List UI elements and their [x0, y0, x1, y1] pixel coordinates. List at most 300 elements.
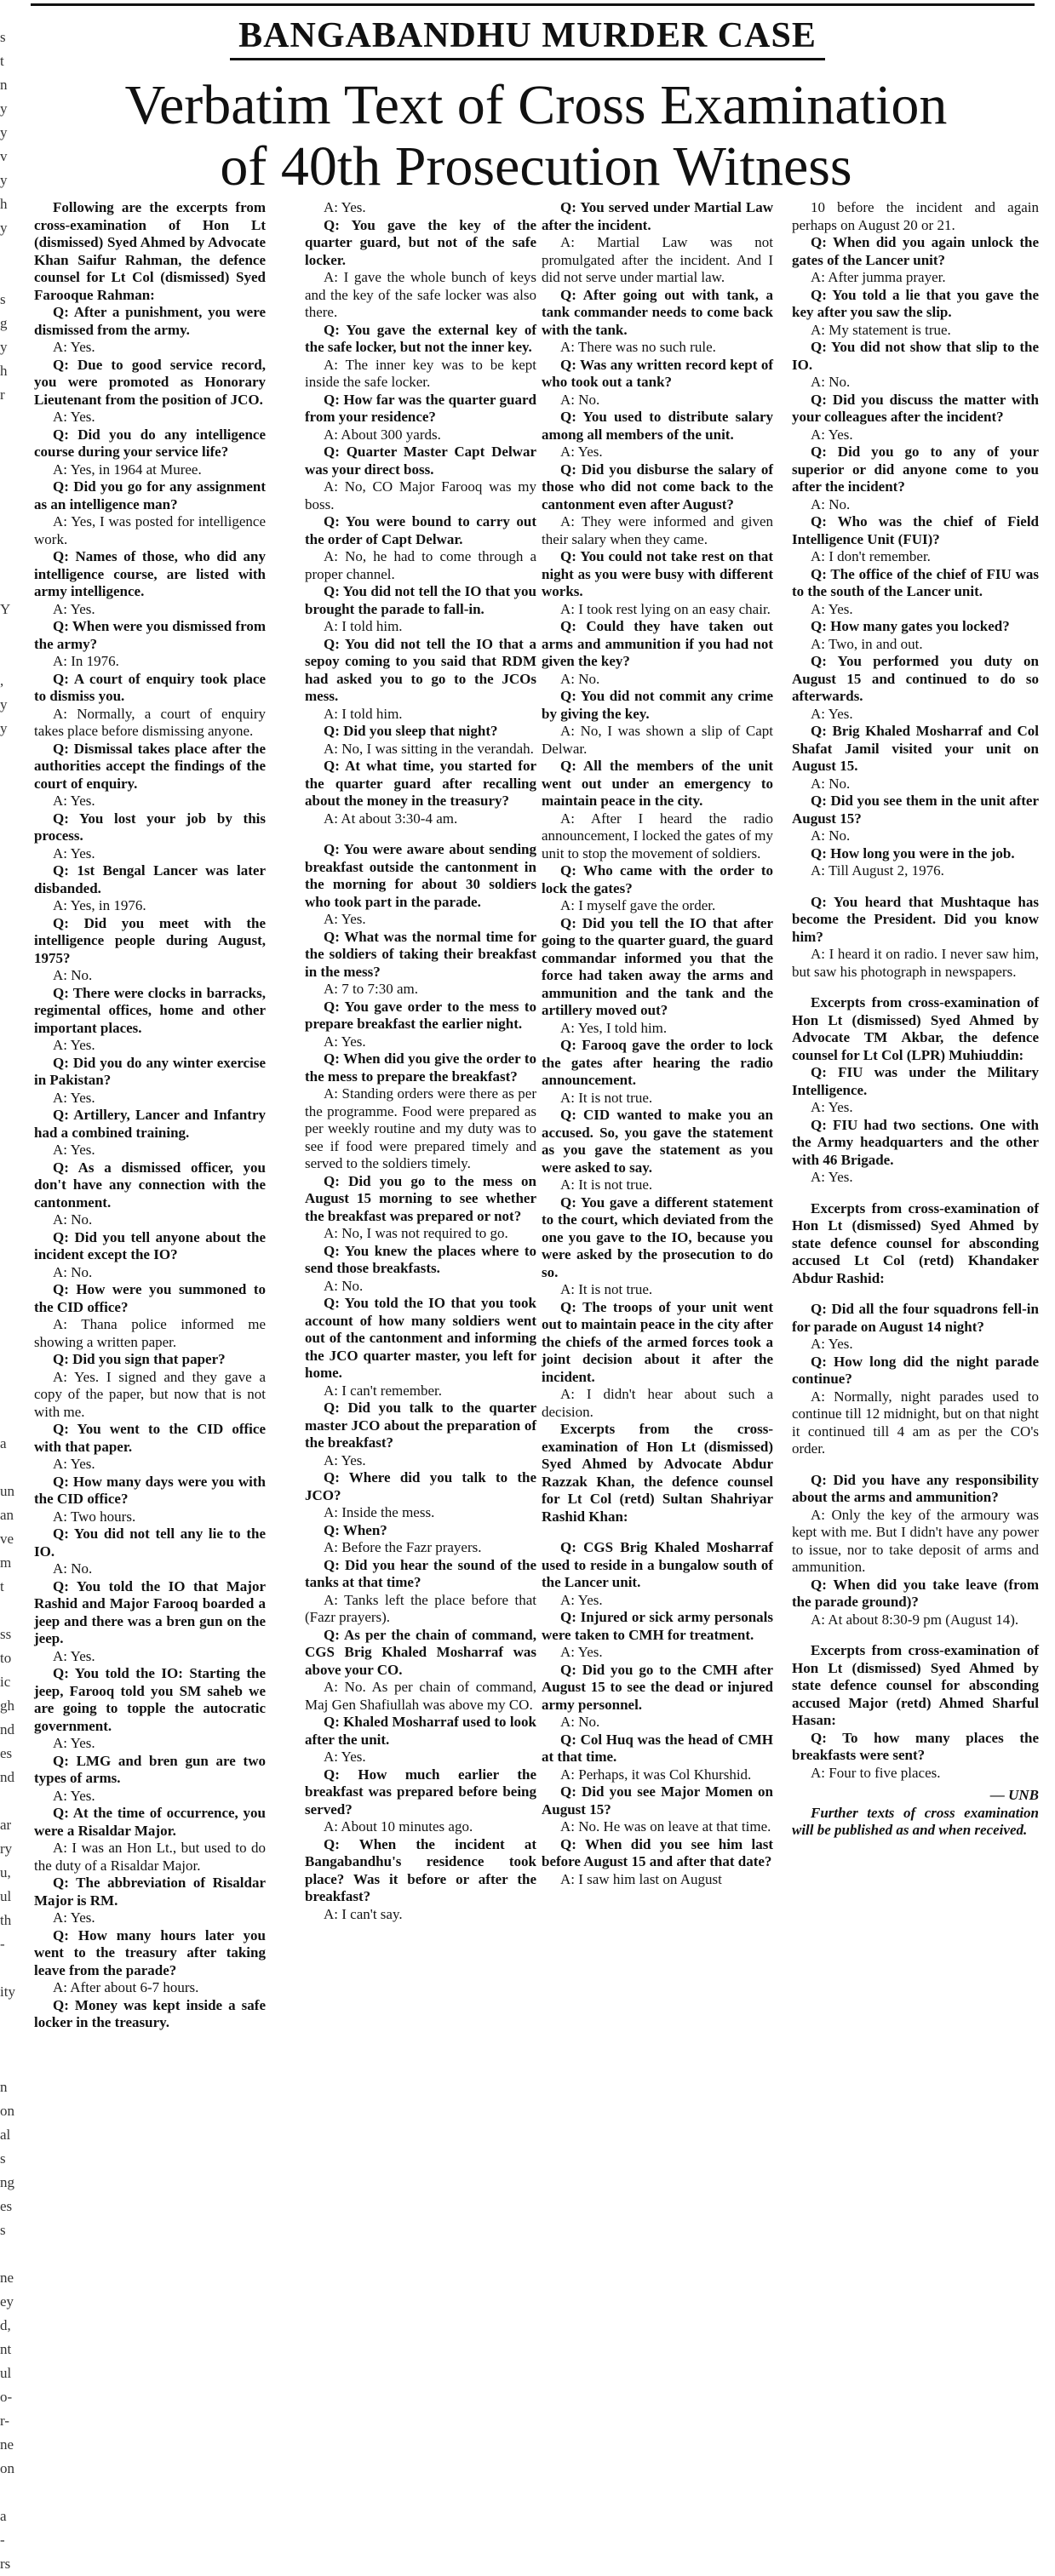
- answer: A: Perhaps, it was Col Khurshid.: [560, 1766, 752, 1783]
- gutter-fragment: [0, 2028, 19, 2052]
- question: Q: Did you do any winter exercise in Pakistan?: [34, 1054, 266, 1088]
- question: Q: What was the normal time for the soldiers of taking their breakfast in the mess?: [305, 928, 536, 980]
- answer: A: Yes.: [53, 600, 95, 617]
- answer: A: I can't say.: [324, 1905, 403, 1922]
- gutter-fragment: [0, 1289, 19, 1313]
- gutter-fragment: h: [0, 363, 8, 379]
- answer: A: Yes.: [53, 339, 95, 355]
- article-body: [34, 199, 1039, 2030]
- gutter-fragment: [0, 1241, 19, 1265]
- answer: A: At about 3:30-4 am.: [324, 810, 458, 827]
- gutter-fragment: [0, 1027, 19, 1050]
- answer: A: Yes, in 1964 at Muree.: [53, 461, 202, 478]
- question: Q: You did not tell the IO that you brought the parade to fall-in.: [305, 583, 536, 617]
- gutter-fragment: [0, 1337, 19, 1360]
- answer: A: Before the Fazr prayers.: [324, 1539, 482, 1555]
- question: Q: You served under Martial Law after the incident.: [542, 199, 773, 233]
- question: Q: Did you disburse the salary of those who did not come back to the cantonment even after August?: [542, 461, 773, 512]
- column-2: [305, 199, 536, 1922]
- question: Q: Did you see them in the unit after August 15?: [792, 793, 1039, 827]
- gutter-fragment: [0, 2481, 19, 2504]
- question: Q: 1st Bengal Lancer was later disbanded.: [34, 862, 266, 896]
- gutter-fragment: rs: [0, 2556, 11, 2572]
- question: Q: To how many places the breakfasts were sent?: [792, 1729, 1039, 1763]
- headline: [34, 75, 1038, 197]
- answer: A: Yes.: [53, 1735, 95, 1751]
- answer: A: Yes.: [324, 911, 366, 927]
- answer: A: Yes.: [53, 1647, 95, 1664]
- gutter-fragment: y: [0, 100, 8, 117]
- question: Q: Artillery, Lancer and Infantry had a combined training.: [34, 1107, 266, 1141]
- question: Q: Did you do any intelligence course during your service life?: [34, 426, 266, 460]
- paragraph: 10 before the incident and again perhaps on August 20 or 21.: [792, 199, 1039, 233]
- gutter-fragment: s: [0, 29, 6, 45]
- question: Q: Where did you talk to the JCO?: [305, 1469, 536, 1503]
- headline-line-2: of 40th Prosecution Witness: [220, 135, 852, 197]
- question: Q: You told the IO that you took account of how many soldiers went out of the cantonment and informing the JCO quarter master, you left for home.: [305, 1295, 536, 1381]
- gutter-fragment: gh: [0, 1697, 14, 1714]
- answer: A: About 300 yards.: [324, 426, 441, 443]
- question: Q: You told the IO: Starting the jeep, Farooq told you SM saheb we are going to topple the autocratic government.: [34, 1665, 266, 1734]
- answer: A: Thana police informed me showing a written paper.: [34, 1316, 266, 1350]
- answer: A: Yes.: [53, 1142, 95, 1158]
- gutter-fragment: y: [0, 696, 8, 713]
- question: Q: As a dismissed officer, you don't have any connection with the cantonment.: [34, 1159, 266, 1211]
- gutter-fragment: [0, 550, 19, 574]
- answer: A: Yes.: [811, 705, 853, 722]
- answer: A: No.: [53, 1211, 93, 1228]
- gutter-fragment: [0, 1456, 19, 1480]
- answer: A: No.: [811, 775, 851, 792]
- gutter-fragment: un: [0, 1483, 14, 1499]
- gutter-fragment: y: [0, 720, 8, 736]
- gutter-fragment: [0, 621, 19, 645]
- gutter-fragment: ss: [0, 1626, 12, 1642]
- gutter-fragment: [0, 1384, 19, 1408]
- gutter-fragment: [0, 2004, 19, 2028]
- answer: A: Normally, night parades used to continue till 12 midnight, but on that night it continued till 4 am as per the CO's order.: [792, 1388, 1039, 1457]
- question: Q: Khaled Mosharraf used to look after the unit.: [305, 1714, 536, 1748]
- answer: A: After about 6-7 hours.: [53, 1979, 199, 1995]
- gutter-fragment: ne: [0, 2436, 14, 2453]
- answer: A: There was no such rule.: [560, 339, 716, 355]
- answer: A: After jumma prayer.: [811, 269, 946, 285]
- gutter-fragment: [0, 1122, 19, 1146]
- column-4: [792, 199, 1039, 1876]
- gutter-fragment: [0, 884, 19, 907]
- gutter-fragment: ry: [0, 1840, 13, 1857]
- question: Q: When?: [324, 1521, 387, 1538]
- gutter-fragment: [0, 1408, 19, 1432]
- gutter-fragment: [0, 1360, 19, 1384]
- answer: A: My statement is true.: [811, 321, 951, 338]
- answer: A: Yes.: [324, 1749, 366, 1765]
- question: Q: LMG and bren gun are two types of arms.: [34, 1752, 266, 1786]
- question: Q: Did all the four squadrons fell-in for parade on August 14 night?: [792, 1301, 1039, 1335]
- answer: A: Yes.: [53, 844, 95, 862]
- answer: A: Normally, a court of enquiry takes place before dismissing anyone.: [34, 705, 266, 739]
- question: Q: Did you meet with the intelligence people during August, 1975?: [34, 914, 266, 966]
- answer: A: Yes.: [560, 1644, 603, 1660]
- answer: A: Yes.: [811, 426, 853, 443]
- gutter-fragment: [0, 907, 19, 931]
- answer: A: No, CO Major Farooq was my boss.: [305, 478, 536, 512]
- gutter-fragment: ity: [0, 1984, 15, 2000]
- gutter-fragment: es: [0, 2198, 13, 2214]
- gutter-fragment: on: [0, 2103, 14, 2119]
- gutter-fragment: m: [0, 1554, 12, 1571]
- question: Q: How were you summoned to the CID office?: [34, 1281, 266, 1315]
- question: Q: CID wanted to make you an accused. So, you gave the statement as you gave the statement as you were asked to say.: [542, 1107, 773, 1176]
- question: Q: When the incident at Bangabandhu's residence took place? Was it before or after the breakfast?: [305, 1835, 536, 1904]
- question: Q: The office of the chief of FIU was to the south of the Lancer unit.: [792, 565, 1039, 599]
- gutter-fragment: es: [0, 1745, 13, 1761]
- answer: A: They were informed and given their salary when they came.: [542, 513, 773, 547]
- gutter-fragment: [0, 1789, 19, 1813]
- gutter-fragment: nd: [0, 1721, 14, 1737]
- gutter-fragment: ul: [0, 2365, 12, 2381]
- gutter-fragment: ve: [0, 1531, 14, 1547]
- question: Q: Who came with the order to lock the gates?: [542, 862, 773, 896]
- gutter-fragment: [0, 478, 19, 502]
- question: Q: As per the chain of command, CGS Brig Khaled Mosharraf was above your CO.: [305, 1626, 536, 1678]
- question: Q: Farooq gave the order to lock the gates after hearing the radio announcement.: [542, 1037, 773, 1088]
- question: Q: CGS Brig Khaled Mosharraf used to reside in a bungalow south of the Lancer unit.: [542, 1539, 773, 1590]
- answer: A: Yes. I signed and they gave a copy of the paper, but now that is not with me.: [34, 1368, 266, 1420]
- answer: A: I told him.: [324, 705, 403, 722]
- answer: A: Only the key of the armoury was kept with me. But I didn't have any power to issue, nor to take deposit of arms and ammunition.: [792, 1506, 1039, 1575]
- question: Q: After a punishment, you were dismissed from the army.: [34, 304, 266, 338]
- answer: A: I heard it on radio. I never saw him, but saw his photograph in newspapers.: [792, 946, 1039, 980]
- question: Q: You gave a different statement to the court, which deviated from the one you gave to the IO, because you were asked by the prosecution to do so.: [542, 1194, 773, 1280]
- question: Q: You gave the external key of the safe locker, but not the inner key.: [305, 321, 536, 355]
- gutter-fragment: nt: [0, 2341, 12, 2357]
- question: Q: At the time of occurrence, you were a Risaldar Major.: [34, 1805, 266, 1839]
- question: Q: FIU was under the Military Intelligence.: [792, 1064, 1039, 1098]
- question: Q: Did you talk to the quarter master JCO about the preparation of the breakfast?: [305, 1400, 536, 1451]
- editor-note: Further texts of cross examination will be published as and when received.: [792, 1804, 1039, 1838]
- gutter-fragment: r: [0, 386, 5, 403]
- gutter-fragment: [0, 431, 19, 455]
- answer: A: No.: [811, 827, 851, 844]
- gutter-fragment: y: [0, 124, 8, 140]
- answer: A: No.: [560, 670, 600, 687]
- question: Q: A court of enquiry took place to dismiss you.: [34, 670, 266, 704]
- question: Q: You used to distribute salary among all members of the unit.: [542, 409, 773, 443]
- answer: A: No.: [811, 374, 851, 390]
- gutter-fragment: [0, 1265, 19, 1289]
- question: Q: You told a lie that you gave the key after you saw the slip.: [792, 286, 1039, 320]
- answer: A: Yes.: [53, 1456, 95, 1472]
- answer: A: Inside the mess.: [324, 1504, 435, 1520]
- answer: A: About 10 minutes ago.: [324, 1818, 473, 1835]
- question: Q: When did you again unlock the gates of the Lancer unit?: [792, 234, 1039, 268]
- gutter-fragment: [0, 812, 19, 836]
- gutter-fragment: al: [0, 2127, 11, 2143]
- question: Q: The abbreviation of Risaldar Major is RM.: [34, 1875, 266, 1909]
- question: Q: You heard that Mushtaque has become the President. Did you know him?: [792, 893, 1039, 945]
- question: Q: You did not commit any crime by giving the key.: [542, 688, 773, 722]
- answer: A: Four to five places.: [811, 1764, 941, 1781]
- kicker-text: BANGABANDHU MURDER CASE: [230, 15, 825, 60]
- answer: A: 7 to 7:30 am.: [324, 981, 418, 997]
- answer: A: I was an Hon Lt., but used to do the duty of a Risaldar Major.: [34, 1840, 266, 1874]
- answer: A: Yes, I told him.: [560, 1019, 668, 1036]
- gutter-fragment: ey: [0, 2293, 14, 2310]
- answer: A: No.: [53, 1263, 93, 1280]
- answer: A: Yes, I was posted for intelligence work.: [34, 513, 266, 547]
- gutter-fragment: n: [0, 77, 8, 93]
- answer: A: I took rest lying on an easy chair.: [560, 600, 771, 617]
- question: Q: When did you give the order to the mess to prepare the breakfast?: [305, 1050, 536, 1085]
- gutter-fragment: [0, 955, 19, 979]
- question: Q: Did you see Major Momen on August 15?: [542, 1783, 773, 1818]
- answer: A: Yes, in 1976.: [53, 897, 146, 913]
- excerpt-intro: Excerpts from cross-examination of Hon Lt (dismissed) Syed Ahmed by state defence counsel for absconding accused Major (retd) Ahmed Sharful Hasan:: [792, 1642, 1039, 1728]
- answer: A: No.: [560, 1714, 600, 1730]
- answer: A: No.: [53, 1560, 93, 1577]
- answer: A: Yes.: [53, 409, 95, 425]
- gutter-fragment: [0, 1146, 19, 1170]
- answer: A: Yes.: [324, 199, 366, 215]
- question: Q: All the members of the unit went out under an emergency to maintain peace in the city.: [542, 758, 773, 809]
- gutter-fragment: y: [0, 220, 8, 236]
- question: Q: How long you were in the job.: [811, 844, 1015, 862]
- gutter-fragment: [0, 455, 19, 478]
- question: Q: How much earlier the breakfast was prepared before being served?: [305, 1766, 536, 1818]
- question: Q: Names of those, who did any intelligence course, are listed with army intelligence.: [34, 548, 266, 599]
- answer: A: I told him.: [324, 618, 403, 634]
- gutter-fragment: ,: [0, 673, 4, 689]
- column-3: [542, 199, 773, 1887]
- question: Q: Injured or sick army personals were taken to CMH for treatment.: [542, 1609, 773, 1643]
- gutter-fragment: v: [0, 148, 8, 164]
- question: Q: You gave order to the mess to prepare breakfast the earlier night.: [305, 998, 536, 1032]
- answer: A: Yes.: [560, 1591, 603, 1608]
- gutter-fragment: [0, 264, 19, 288]
- gutter-fragment: [0, 1098, 19, 1122]
- byline-credit: — UNB: [989, 1787, 1039, 1803]
- question: Q: Was any written record kept of who took out a tank?: [542, 356, 773, 390]
- question: Q: You knew the places where to send those breakfasts.: [305, 1242, 536, 1276]
- answer: A: Yes.: [811, 1169, 853, 1185]
- answer: A: I saw him last on August: [560, 1870, 722, 1887]
- question: Q: Col Huq was the head of CMH at that time.: [542, 1731, 773, 1765]
- answer: A: Yes.: [811, 600, 853, 617]
- gutter-fragment: h: [0, 196, 8, 212]
- question: Q: Did you go to the mess on August 15 morning to see whether the breakfast was prepared or not?: [305, 1172, 536, 1224]
- question: Q: Did you hear the sound of the tanks at that time?: [305, 1556, 536, 1590]
- question: Q: You were aware about sending breakfast outside the cantonment in the morning for about 30 soldiers who took part in the parade.: [305, 841, 536, 910]
- answer: A: No.: [53, 967, 93, 983]
- question: Q: You were bound to carry out the order of Capt Delwar.: [305, 513, 536, 547]
- question: Q: Money was kept inside a safe locker in the treasury.: [34, 1996, 266, 2030]
- question: Q: The troops of your unit went out to maintain peace in the city after the chiefs of the armed forces took a joint decision about it after the incident.: [542, 1298, 773, 1385]
- gutter-fragment: [0, 1599, 19, 1623]
- gutter-fragment: t: [0, 53, 4, 69]
- question: Q: You lost your job by this process.: [34, 810, 266, 844]
- answer: A: No.: [324, 1277, 364, 1294]
- gutter-fragment: [0, 979, 19, 1003]
- gutter-fragment: [0, 502, 19, 526]
- adjacent-column-fragment: [0, 26, 19, 2572]
- answer: A: Yes.: [324, 1033, 366, 1050]
- gutter-fragment: ar: [0, 1817, 12, 1833]
- gutter-fragment: o-: [0, 2389, 13, 2405]
- answer: A: Standing orders were there as per the programme. Food were prepared as per weekly routine and my duty was to see if food were prepared timely and served to the soldiers timely.: [305, 1085, 536, 1171]
- question: Q: You did not show that slip to the IO.: [792, 339, 1039, 373]
- gutter-fragment: y: [0, 172, 8, 188]
- question: Q: Quarter Master Capt Delwar was your direct boss.: [305, 444, 536, 478]
- question: Q: Did you sign that paper?: [53, 1351, 226, 1367]
- column-1: [34, 199, 266, 2030]
- answer: A: I gave the whole bunch of keys and the key of the safe locker was also there.: [305, 269, 536, 320]
- gutter-fragment: ne: [0, 2270, 14, 2286]
- answer: A: No.: [560, 391, 600, 408]
- question: Q: You could not take rest on that night as you were busy with different works.: [542, 548, 773, 599]
- gutter-fragment: g: [0, 315, 8, 331]
- gutter-fragment: -: [0, 1936, 5, 1952]
- answer: A: Yes.: [53, 1089, 95, 1106]
- gutter-fragment: a: [0, 1435, 7, 1451]
- answer: A: The inner key was to be kept inside the safe locker.: [305, 356, 536, 390]
- question: Q: At what time, you started for the quarter guard after recalling about the money in the treasury?: [305, 758, 536, 809]
- answer: A: I myself gave the order.: [560, 897, 716, 913]
- gutter-fragment: [0, 764, 19, 788]
- gutter-fragment: [0, 1074, 19, 1098]
- answer: A: Yes.: [53, 1787, 95, 1804]
- answer: A: Two hours.: [53, 1508, 136, 1525]
- answer: A: Till August 2, 1976.: [811, 862, 944, 879]
- gutter-fragment: [0, 860, 19, 884]
- question: Q: You did not tell any lie to the IO.: [34, 1526, 266, 1560]
- question: Q: FIU had two sections. One with the Army headquarters and the other with 46 Brigade.: [792, 1116, 1039, 1168]
- question: Q: Due to good service record, you were promoted as Honorary Lieutenant from the position of JCO.: [34, 356, 266, 408]
- question: Q: You told the IO that Major Rashid and Major Farooq boarded a jeep and there was a bren gun on the jeep.: [34, 1577, 266, 1646]
- answer: A: Martial Law was not promulgated after the incident. And I did not serve under martial law.: [542, 234, 773, 285]
- question: Q: How many gates you locked?: [811, 618, 1010, 634]
- question: Q: After going out with tank, a tank commander needs to come back with the tank.: [542, 286, 773, 338]
- gutter-fragment: [0, 1170, 19, 1194]
- answer: A: Two, in and out.: [811, 635, 923, 652]
- answer: A: No, I was sitting in the verandah.: [324, 740, 534, 757]
- gutter-fragment: an: [0, 1507, 14, 1523]
- answer: A: Yes.: [560, 444, 603, 460]
- gutter-fragment: nd: [0, 1769, 14, 1785]
- question: Q: Could they have taken out arms and ammunition if you had not given the key?: [542, 618, 773, 669]
- gutter-fragment: [0, 931, 19, 955]
- question: Q: When did you see him last before August 15 and after that date?: [542, 1835, 773, 1869]
- answer: A: It is not true.: [560, 1176, 653, 1193]
- answer: A: No. He was on leave at that time.: [560, 1818, 771, 1835]
- excerpt-intro: Following are the excerpts from cross-examination of Hon Lt (dismissed) Syed Ahmed by Advocate Khan Saifur Rahman, the defence counsel for Lt Col (dismissed) Syed Farooque Rahman:: [34, 199, 266, 303]
- answer: A: No, I was shown a slip of Capt Delwar.: [542, 723, 773, 757]
- question: Q: Dismissal takes place after the authorities accept the findings of the court of enquiry.: [34, 740, 266, 792]
- question: Q: You performed you duty on August 15 and continued to do so afterwards.: [792, 653, 1039, 704]
- answer: A: It is not true.: [560, 1281, 653, 1297]
- answer: A: It is not true.: [560, 1089, 653, 1106]
- question: Q: How far was the quarter guard from your residence?: [305, 391, 536, 425]
- answer: A: In 1976.: [53, 653, 119, 669]
- question: Q: You gave the key of the quarter guard, but not of the safe locker.: [305, 216, 536, 268]
- answer: A: At about 8:30-9 pm (August 14).: [811, 1611, 1019, 1628]
- question: Q: Did you go to any of your superior or did anyone come to you after the incident?: [792, 444, 1039, 495]
- gutter-fragment: [0, 1217, 19, 1241]
- answer: A: No. As per chain of command, Maj Gen Shafiullah was above my CO.: [305, 1679, 536, 1713]
- answer: A: Yes.: [53, 1909, 95, 1926]
- gutter-fragment: ul: [0, 1888, 12, 1904]
- gutter-fragment: on: [0, 2460, 14, 2476]
- answer: A: No.: [811, 495, 851, 512]
- gutter-fragment: [0, 1313, 19, 1337]
- gutter-fragment: d,: [0, 2317, 11, 2333]
- gutter-fragment: s: [0, 2222, 6, 2238]
- question: Q: How long did the night parade continue?: [792, 1353, 1039, 1387]
- question: Q: How many hours later you went to the treasury after taking leave from the parade?: [34, 1926, 266, 1978]
- gutter-fragment: [0, 1050, 19, 1074]
- answer: A: Yes.: [53, 793, 95, 809]
- gutter-fragment: [0, 788, 19, 812]
- gutter-fragment: t: [0, 1578, 4, 1594]
- kicker: [0, 15, 1055, 60]
- gutter-fragment: th: [0, 1912, 12, 1928]
- question: Q: Did you discuss the matter with your colleagues after the incident?: [792, 391, 1039, 425]
- answer: A: Yes.: [811, 1099, 853, 1115]
- question: Q: Brig Khaled Mosharraf and Col Shafat Jamil visited your unit on August 15.: [792, 723, 1039, 774]
- question: Q: There were clocks in barracks, regimental offices, home and other important places.: [34, 984, 266, 1036]
- gutter-fragment: [0, 526, 19, 550]
- answer: A: Yes.: [324, 1451, 366, 1468]
- gutter-fragment: [0, 741, 19, 764]
- question: Q: Who was the chief of Field Intelligence Unit (FUI)?: [792, 513, 1039, 547]
- question: Q: How many days were you with the CID office?: [34, 1473, 266, 1507]
- question: Q: When did you take leave (from the parade ground)?: [792, 1576, 1039, 1610]
- answer: A: I can't remember.: [324, 1382, 443, 1399]
- gutter-fragment: [0, 1194, 19, 1217]
- gutter-fragment: Y: [0, 601, 11, 617]
- answer: A: Yes.: [811, 1336, 853, 1352]
- gutter-fragment: ng: [0, 2174, 14, 2190]
- answer: A: Tanks left the place before that (Fazr prayers).: [305, 1591, 536, 1625]
- answer: A: After I heard the radio announcement, I locked the gates of my unit to stop the movement of soldiers.: [542, 810, 773, 862]
- answer: A: I don't remember.: [811, 548, 931, 564]
- gutter-fragment: [0, 836, 19, 860]
- gutter-fragment: s: [0, 291, 6, 307]
- gutter-fragment: [0, 645, 19, 669]
- answer: A: I didn't hear about such a decision.: [542, 1386, 773, 1420]
- gutter-fragment: y: [0, 339, 8, 355]
- question: Q: Did you go to the CMH after August 15 to see the dead or injured army personnel.: [542, 1661, 773, 1713]
- gutter-fragment: [0, 574, 19, 598]
- question: Q: You did not tell the IO that a sepoy coming to you said that RDM had asked you to go to the JCOs mess.: [305, 635, 536, 704]
- gutter-fragment: -: [0, 2532, 5, 2548]
- gutter-fragment: [0, 407, 19, 431]
- excerpt-intro: Excerpts from the cross-examination of Hon Lt (dismissed) Syed Ahmed by Advocate Abdur Razzak Khan, the defence counsel for Lt Col (retd) Sultan Shahriyar Rashid Khan:: [542, 1421, 773, 1525]
- top-rule: [31, 3, 1035, 6]
- gutter-fragment: [0, 2242, 19, 2266]
- gutter-fragment: [0, 1003, 19, 1027]
- gutter-fragment: n: [0, 2079, 8, 2095]
- excerpt-intro: Excerpts from cross-examination of Hon Lt (dismissed) Syed Ahmed by state defence counsel for absconding accused Lt Col (retd) Khandaker Abdur Rashid:: [792, 1199, 1039, 1286]
- question: Q: You went to the CID office with that paper.: [34, 1421, 266, 1455]
- question: Q: Did you tell anyone about the incident except the IO?: [34, 1228, 266, 1262]
- question: Q: Did you go for any assignment as an intelligence man?: [34, 478, 266, 512]
- gutter-fragment: r-: [0, 2413, 9, 2429]
- gutter-fragment: u,: [0, 1864, 11, 1880]
- answer: A: No, he had to come through a proper channel.: [305, 548, 536, 582]
- gutter-fragment: [0, 1956, 19, 1980]
- gutter-fragment: to: [0, 1650, 12, 1666]
